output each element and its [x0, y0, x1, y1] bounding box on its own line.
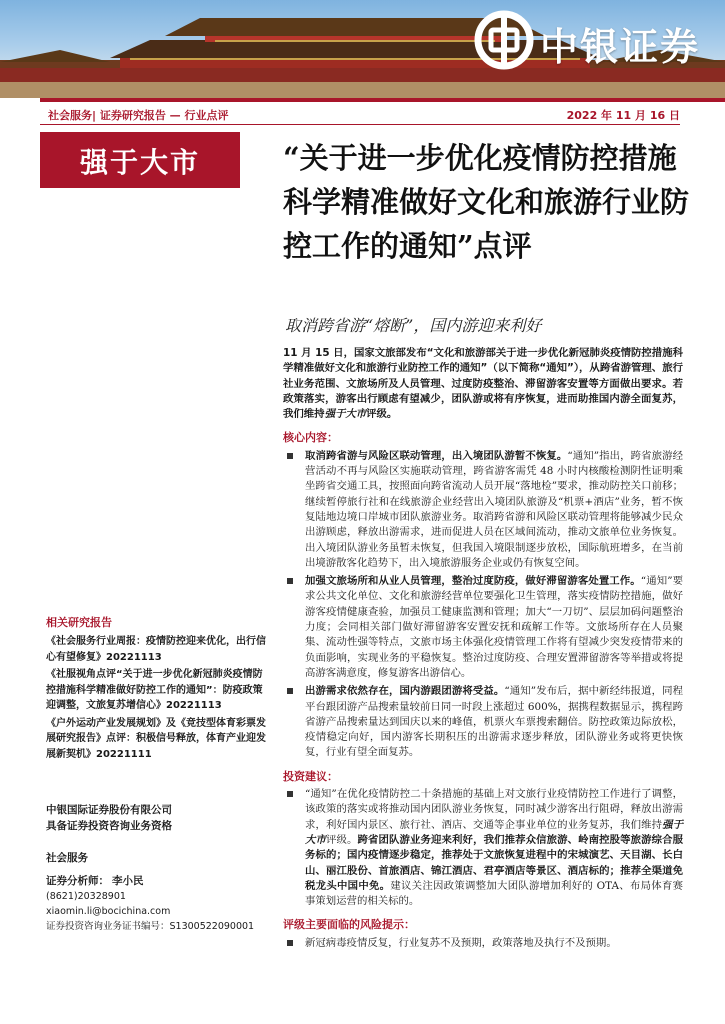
report-category: 社会服务| 证券研究报告 — 行业点评	[48, 109, 229, 122]
summary-paragraph: 11 月 15 日，国家文旅部发布“文化和旅游部关于进一步优化新冠肺炎疫情防控措施科学精准做好文化和旅游行业防控工作的通知”（以下简称“通知”），从跨省游管理、旅行社业务范围、文旅场所及人员管理、过度防疫整治、滞留游客安置等方面做出要求。若政策落实，游客出行顾虑有望减少，团队游或将有序恢复，进而助推国内游全面复苏，我们维持强于大市评级。	[283, 347, 683, 421]
list-item: 加强文旅场所和从业人员管理，整治过度防疫，做好滞留游客处置工作。“通知”要求公共文化单位、文化和旅游经营单位要强化卫生管理，落实疫情防控措施，做好游客疫情健康查验，加强员工健康监测和管理；加大“一刀切”、层层加码问题整治力度；会同相关部门做好滞留游客安置安抚和疏解工作等。文旅场所存在人员聚集、流动性强等特点，文旅市场主体强化疫情管理工作将有望减少突发疫情带来的负面影响，实现业务的平稳恢复。整治过度防疫、合理安置滞留游客等举措或将提高游客满意度，修复游客出游信心。	[283, 574, 683, 681]
analyst-info	[46, 874, 271, 934]
analyst-label: 证券分析师：	[46, 875, 109, 887]
report-subtitle: 取消跨省游“熔断”，国内游迎来利好	[285, 316, 542, 335]
risk-heading: 评级主要面临的风险提示：	[283, 918, 415, 932]
list-item: “通知”在优化疫情防控二十条措施的基础上对文旅行业疫情防控工作进行了调整，该政策的落实或将推动国内团队游业务恢复，同时减少游客出行阻碍，释放出游需求，利好国内景区、旅行社、酒店、交通等企事业单位的业务复苏，我们维持强于大市评级。跨省团队游业务迎来利好，我们推荐众信旅游、岭南控股等旅游综合服务标的；国内疫情逐步稳定，推荐处于文旅恢复进程中的宋城演艺、天目湖、长白山、丽江股份、首旅酒店、锦江酒店、君亭酒店等景区、酒店标的；推荐全渠道免税龙头中国中免。建议关注因政策调整加大团队游增加利好的 OTA、布局体育赛事策划运营的相关标的。	[283, 787, 683, 909]
bullet-square-icon	[287, 578, 293, 584]
report-title: “关于进一步优化疫情防控措施科学精准做好文化和旅游行业防控工作的通知”点评	[283, 141, 690, 263]
related-reports	[46, 614, 271, 764]
company-info	[46, 802, 271, 834]
company-name: 中银国际证券股份有限公司	[46, 804, 172, 816]
report-date: 2022 年 11 月 16 日	[566, 109, 680, 122]
related-report-link[interactable]: 《社会服务行业周报：疫情防控迎来优化，出行信心有望修复》20221113	[46, 636, 266, 663]
header-rule	[40, 98, 725, 102]
bullet-square-icon	[287, 453, 293, 459]
list-item: 新冠病毒疫情反复，行业复苏不及预期，政策落地及执行不及预期。	[283, 936, 683, 951]
brand-logo	[470, 8, 725, 70]
header-banner	[0, 0, 725, 98]
main-content	[283, 346, 683, 954]
report-header	[40, 104, 680, 124]
analyst-certificate: 证券投资咨询业务证书编号：S1300522090001	[46, 921, 255, 932]
bullet-square-icon	[287, 791, 293, 797]
header-divider	[40, 124, 680, 125]
related-report-link[interactable]: 《社服视角点评“关于进一步优化新冠肺炎疫情防控措施科学精准做好防控工作的通知”：防疫政策迎调整，文旅复苏增信心》20221113	[46, 669, 263, 711]
sector-label: 社会服务	[46, 852, 88, 864]
bullet-square-icon	[287, 940, 293, 946]
related-reports-heading: 相关研究报告	[46, 616, 112, 629]
core-content-heading: 核心内容：	[283, 431, 338, 445]
brand-name: 中银证券	[540, 24, 701, 69]
analyst-email[interactable]: xiaomin.li@bocichina.com	[46, 906, 171, 917]
analyst-phone: (8621)20328901	[46, 891, 126, 902]
related-report-link[interactable]: 《户外运动产业发展规划》及《竞技型体育彩票发展研究报告》点评：积极信号释放，体育产业迎发展新契机》20221111	[46, 717, 266, 760]
analyst-name: 李小民	[112, 875, 144, 887]
investment-advice-heading: 投资建议：	[283, 769, 338, 783]
rating-box	[40, 132, 240, 188]
company-qualification: 具备证券投资咨询业务资格	[46, 820, 172, 832]
list-item: 取消跨省游与风险区联动管理，出入境团队游暂不恢复。“通知”指出，跨省旅游经营活动不再与风险区实施联动管理，跨省游客需凭 48 小时内核酸检测阴性证明乘坐跨省交通工具，按照面向跨省流动人员开展“落地检”要求，推动防控关口前移；继续暂停旅行社和在线旅游企业经营出入境团队旅游及“机票+酒店”业务，暂不恢复陆地边境口岸城市团队旅游业务。取消跨省游和风险区联动管理将能够减少民众出游顾虑，释放出游需求，进而促进人员在区域间流动，推动文旅单位业务恢复。出入境团队游业务虽暂未恢复，但我国入境限制逐步放松，国际航班增多，在当前出境游散客化趋势下，出入境旅游服务企业或仍有恢复空间。	[283, 449, 683, 571]
bank-of-china-logo-icon	[474, 10, 534, 70]
bullet-square-icon	[287, 688, 293, 694]
rating-label: 强于大市	[79, 146, 200, 179]
list-item: 出游需求依然存在，国内游跟团游将受益。“通知”发布后，据中新经纬报道，同程平台跟团游产品搜索量较前日同一时段上涨超过 600%，据携程数据显示，携程跨省游产品搜索量达到国庆以来的峰值，机票火车票搜索翻倍。防控政策边际放松，疫情稳定向好，国内游客长期积压的出游需求逐步释放，团队游业务或将更快恢复，行业有望全面复苏。	[283, 684, 683, 760]
